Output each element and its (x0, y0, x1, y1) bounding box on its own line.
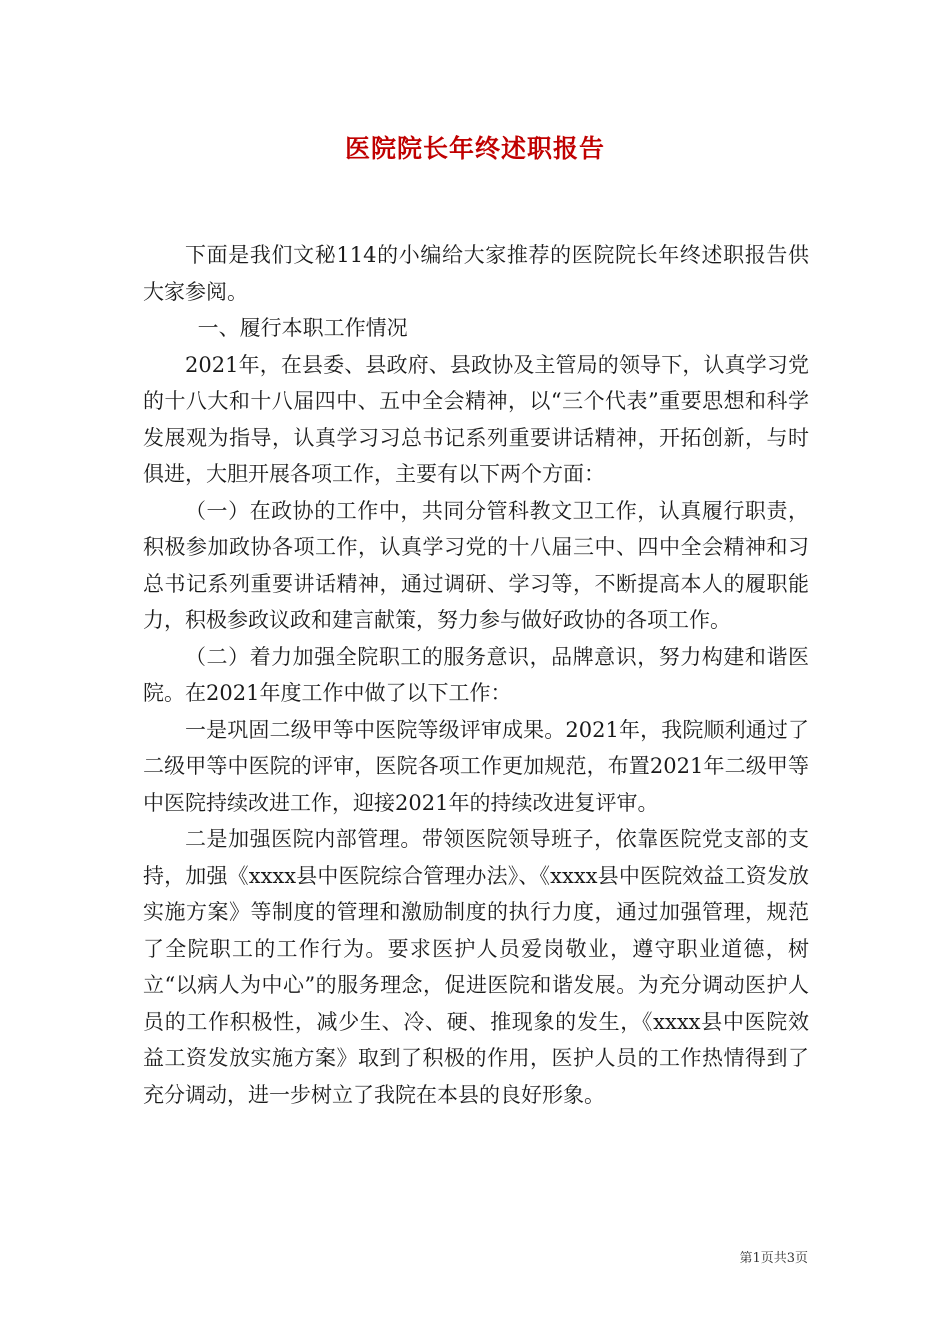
document-title: 医院院长年终述职报告 (344, 134, 605, 163)
section-heading: 一、履行本职工作情况 (197, 316, 408, 340)
body-paragraph: 二是加强医院内部管理。带领医院领导班子，依靠医院党支部的支持，加强《xxxx县中医院综合管理办法》、《xxxx县中医院效益工资发放实施方案》等制度的管理和激励制度的执行力度，通过加强管理，规范了全院职工的工作行为。要求医护人员爱岗敬业，遵守职业道德，树立“以病人为中心”的服务理念，促进医院和谐发展。为充分调动医护人员的工作积极性，减少生、冷、硬、推现象的发生，《xxxx县中医院效益工资发放实施方案》取到了积极的作用，医护人员的工作热情得到了充分调动，进一步树立了我院在本县的良好形象。 (143, 827, 809, 1107)
body-paragraph: 2021年，在县委、县政府、县政协及主管局的领导下，认真学习党的十八大和十八届四中、五中全会精神，以“三个代表”重要思想和科学发展观为指导，认真学习习总书记系列重要讲话精神，开拓创新，与时俱进，大胆开展各项工作，主要有以下两个方面： (143, 352, 809, 486)
document-body (143, 237, 809, 1113)
page-number-footer: 第1页共3页 (739, 1251, 808, 1266)
body-paragraph: 一是巩固二级甲等中医院等级评审成果。2021年，我院顺利通过了二级甲等中医院的评审，医院各项工作更加规范，布置2021年二级甲等中医院持续改进工作，迎接2021年的持续改进复评审。 (143, 717, 809, 815)
body-paragraph: （二）着力加强全院职工的服务意识，品牌意识，努力构建和谐医院。在2021年度工作中做了以下工作： (143, 644, 809, 705)
intro-paragraph: 下面是我们文秘114的小编给大家推荐的医院院长年终述职报告供大家参阅。 (143, 243, 809, 304)
body-paragraph: （一）在政协的工作中，共同分管科教文卫工作，认真履行职责，积极参加政协各项工作，认真学习党的十八届三中、四中全会精神和习总书记系列重要讲话精神，通过调研、学习等，不断提高本人的履职能力，积极参政议政和建言献策，努力参与做好政协的各项工作。 (143, 498, 809, 632)
